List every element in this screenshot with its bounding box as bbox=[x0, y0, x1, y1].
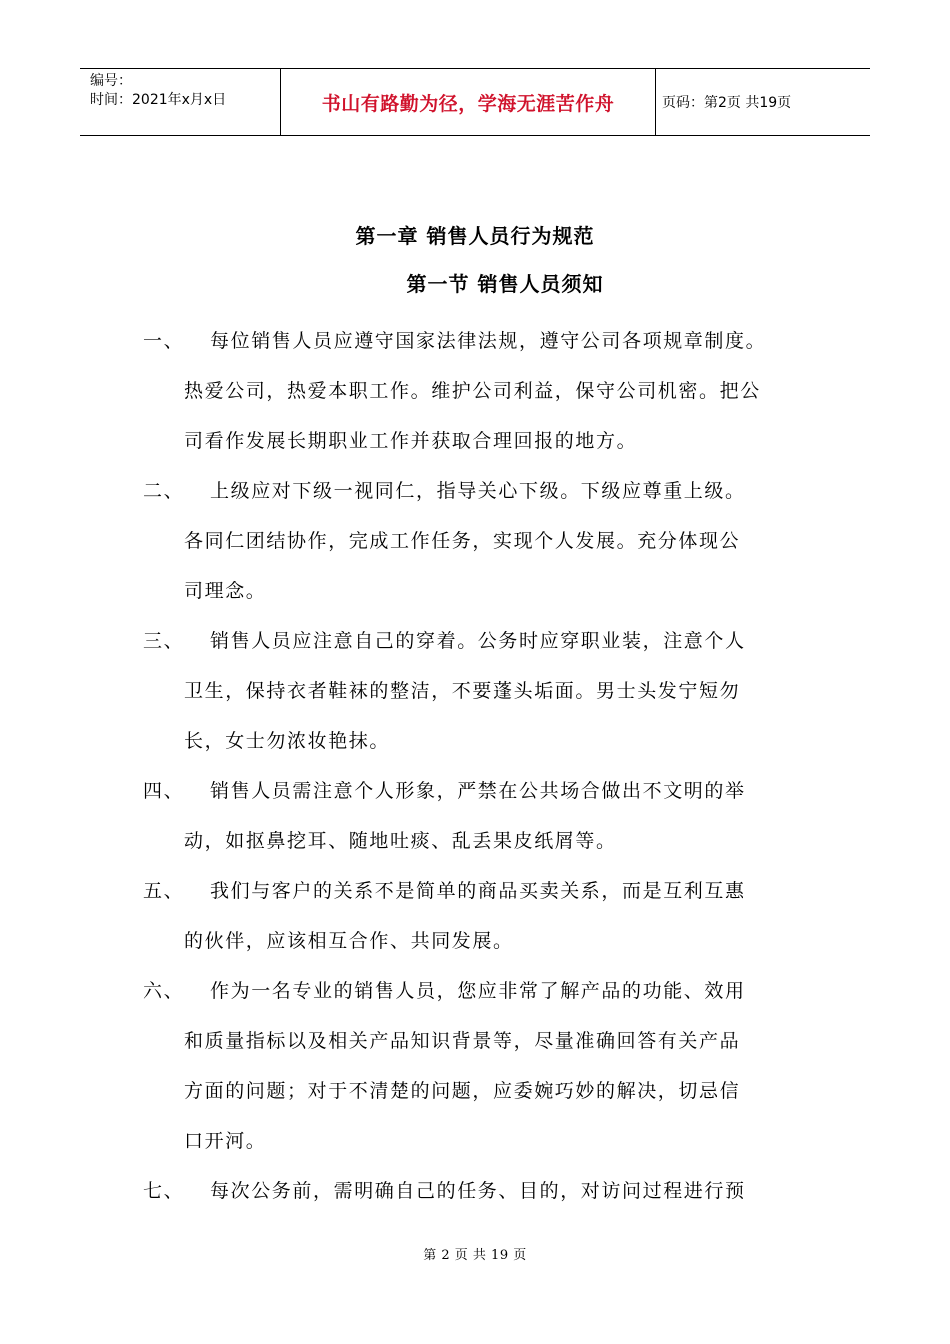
list-item bbox=[143, 766, 829, 866]
list-item-text: 各同仁团结协作，完成工作任务，实现个人发展。充分体现公 bbox=[184, 530, 741, 552]
header-page-label: 页码：第2页 共19页 bbox=[662, 95, 792, 111]
list-item-line bbox=[184, 566, 829, 616]
list-item-line bbox=[184, 1116, 829, 1166]
list-item-number: 五、 bbox=[143, 880, 185, 902]
chapter-title: 第一章 销售人员行为规范 bbox=[355, 224, 595, 248]
time-label: 时间：2021年x月x日 bbox=[90, 92, 227, 108]
rules-list bbox=[143, 316, 843, 1216]
list-item-line bbox=[184, 366, 829, 416]
list-item-line bbox=[184, 1016, 829, 1066]
code-label: 编号： bbox=[90, 73, 132, 89]
list-item-line bbox=[184, 1166, 829, 1216]
header-meta bbox=[80, 69, 281, 135]
list-item bbox=[143, 466, 829, 616]
list-item-line bbox=[184, 716, 829, 766]
list-item-line bbox=[184, 516, 829, 566]
list-item-text: 每位销售人员应遵守国家法律法规，遵守公司各项规章制度。 bbox=[210, 330, 767, 352]
list-item bbox=[143, 966, 829, 1166]
list-item-number: 二、 bbox=[143, 480, 185, 502]
page-header bbox=[80, 68, 870, 136]
list-item-line bbox=[184, 466, 829, 516]
list-item-line bbox=[184, 416, 829, 466]
list-item-line bbox=[184, 666, 829, 716]
list-item-line bbox=[184, 766, 829, 816]
list-item-text: 我们与客户的关系不是简单的商品买卖关系，而是互利互惠 bbox=[210, 880, 746, 902]
list-item-text: 销售人员应注意自己的穿着。公务时应穿职业装，注意个人 bbox=[210, 630, 746, 652]
list-item-line bbox=[184, 866, 829, 916]
list-item-text: 的伙伴，应该相互合作、共同发展。 bbox=[184, 930, 514, 952]
list-item-number: 四、 bbox=[143, 780, 185, 802]
list-item-text: 方面的问题；对于不清楚的问题，应委婉巧妙的解决，切忌信 bbox=[184, 1080, 741, 1102]
list-item-line bbox=[184, 966, 829, 1016]
list-item-line bbox=[184, 816, 829, 866]
list-item-text: 销售人员需注意个人形象，严禁在公共场合做出不文明的举 bbox=[210, 780, 746, 802]
list-item-text: 司理念。 bbox=[184, 580, 267, 602]
list-item bbox=[143, 316, 829, 466]
list-item-line bbox=[184, 316, 829, 366]
list-item bbox=[143, 1166, 829, 1216]
list-item-text: 卫生，保持衣者鞋袜的整洁，不要蓬头垢面。男士头发宁短勿 bbox=[184, 680, 741, 702]
list-item-number: 一、 bbox=[143, 330, 185, 352]
list-item-line bbox=[184, 1066, 829, 1116]
list-item-text: 司看作发展长期职业工作并获取合理回报的地方。 bbox=[184, 430, 638, 452]
page-footer: 第 2 页 共 19 页 bbox=[423, 1248, 527, 1263]
header-motto: 书山有路勤为径，学海无涯苦作舟 bbox=[281, 69, 656, 135]
list-item-text: 口开河。 bbox=[184, 1130, 267, 1152]
list-item-line bbox=[184, 616, 829, 666]
section-title: 第一节 销售人员须知 bbox=[406, 272, 604, 296]
list-item bbox=[143, 866, 829, 966]
list-item-text: 和质量指标以及相关产品知识背景等，尽量准确回答有关产品 bbox=[184, 1030, 741, 1052]
list-item-text: 上级应对下级一视同仁，指导关心下级。下级应尊重上级。 bbox=[210, 480, 746, 502]
list-item-number: 七、 bbox=[143, 1180, 185, 1202]
list-item-text: 热爱公司，热爱本职工作。维护公司利益，保守公司机密。把公 bbox=[184, 380, 761, 402]
list-item-text: 每次公务前，需明确自己的任务、目的，对访问过程进行预 bbox=[210, 1180, 746, 1202]
list-item-number: 三、 bbox=[143, 630, 185, 652]
list-item-text: 作为一名专业的销售人员，您应非常了解产品的功能、效用 bbox=[210, 980, 746, 1002]
list-item-line bbox=[184, 916, 829, 966]
list-item-text: 动，如抠鼻挖耳、随地吐痰、乱丢果皮纸屑等。 bbox=[184, 830, 617, 852]
list-item-number: 六、 bbox=[143, 980, 185, 1002]
list-item-text: 长，女士勿浓妆艳抹。 bbox=[184, 730, 391, 752]
list-item bbox=[143, 616, 829, 766]
